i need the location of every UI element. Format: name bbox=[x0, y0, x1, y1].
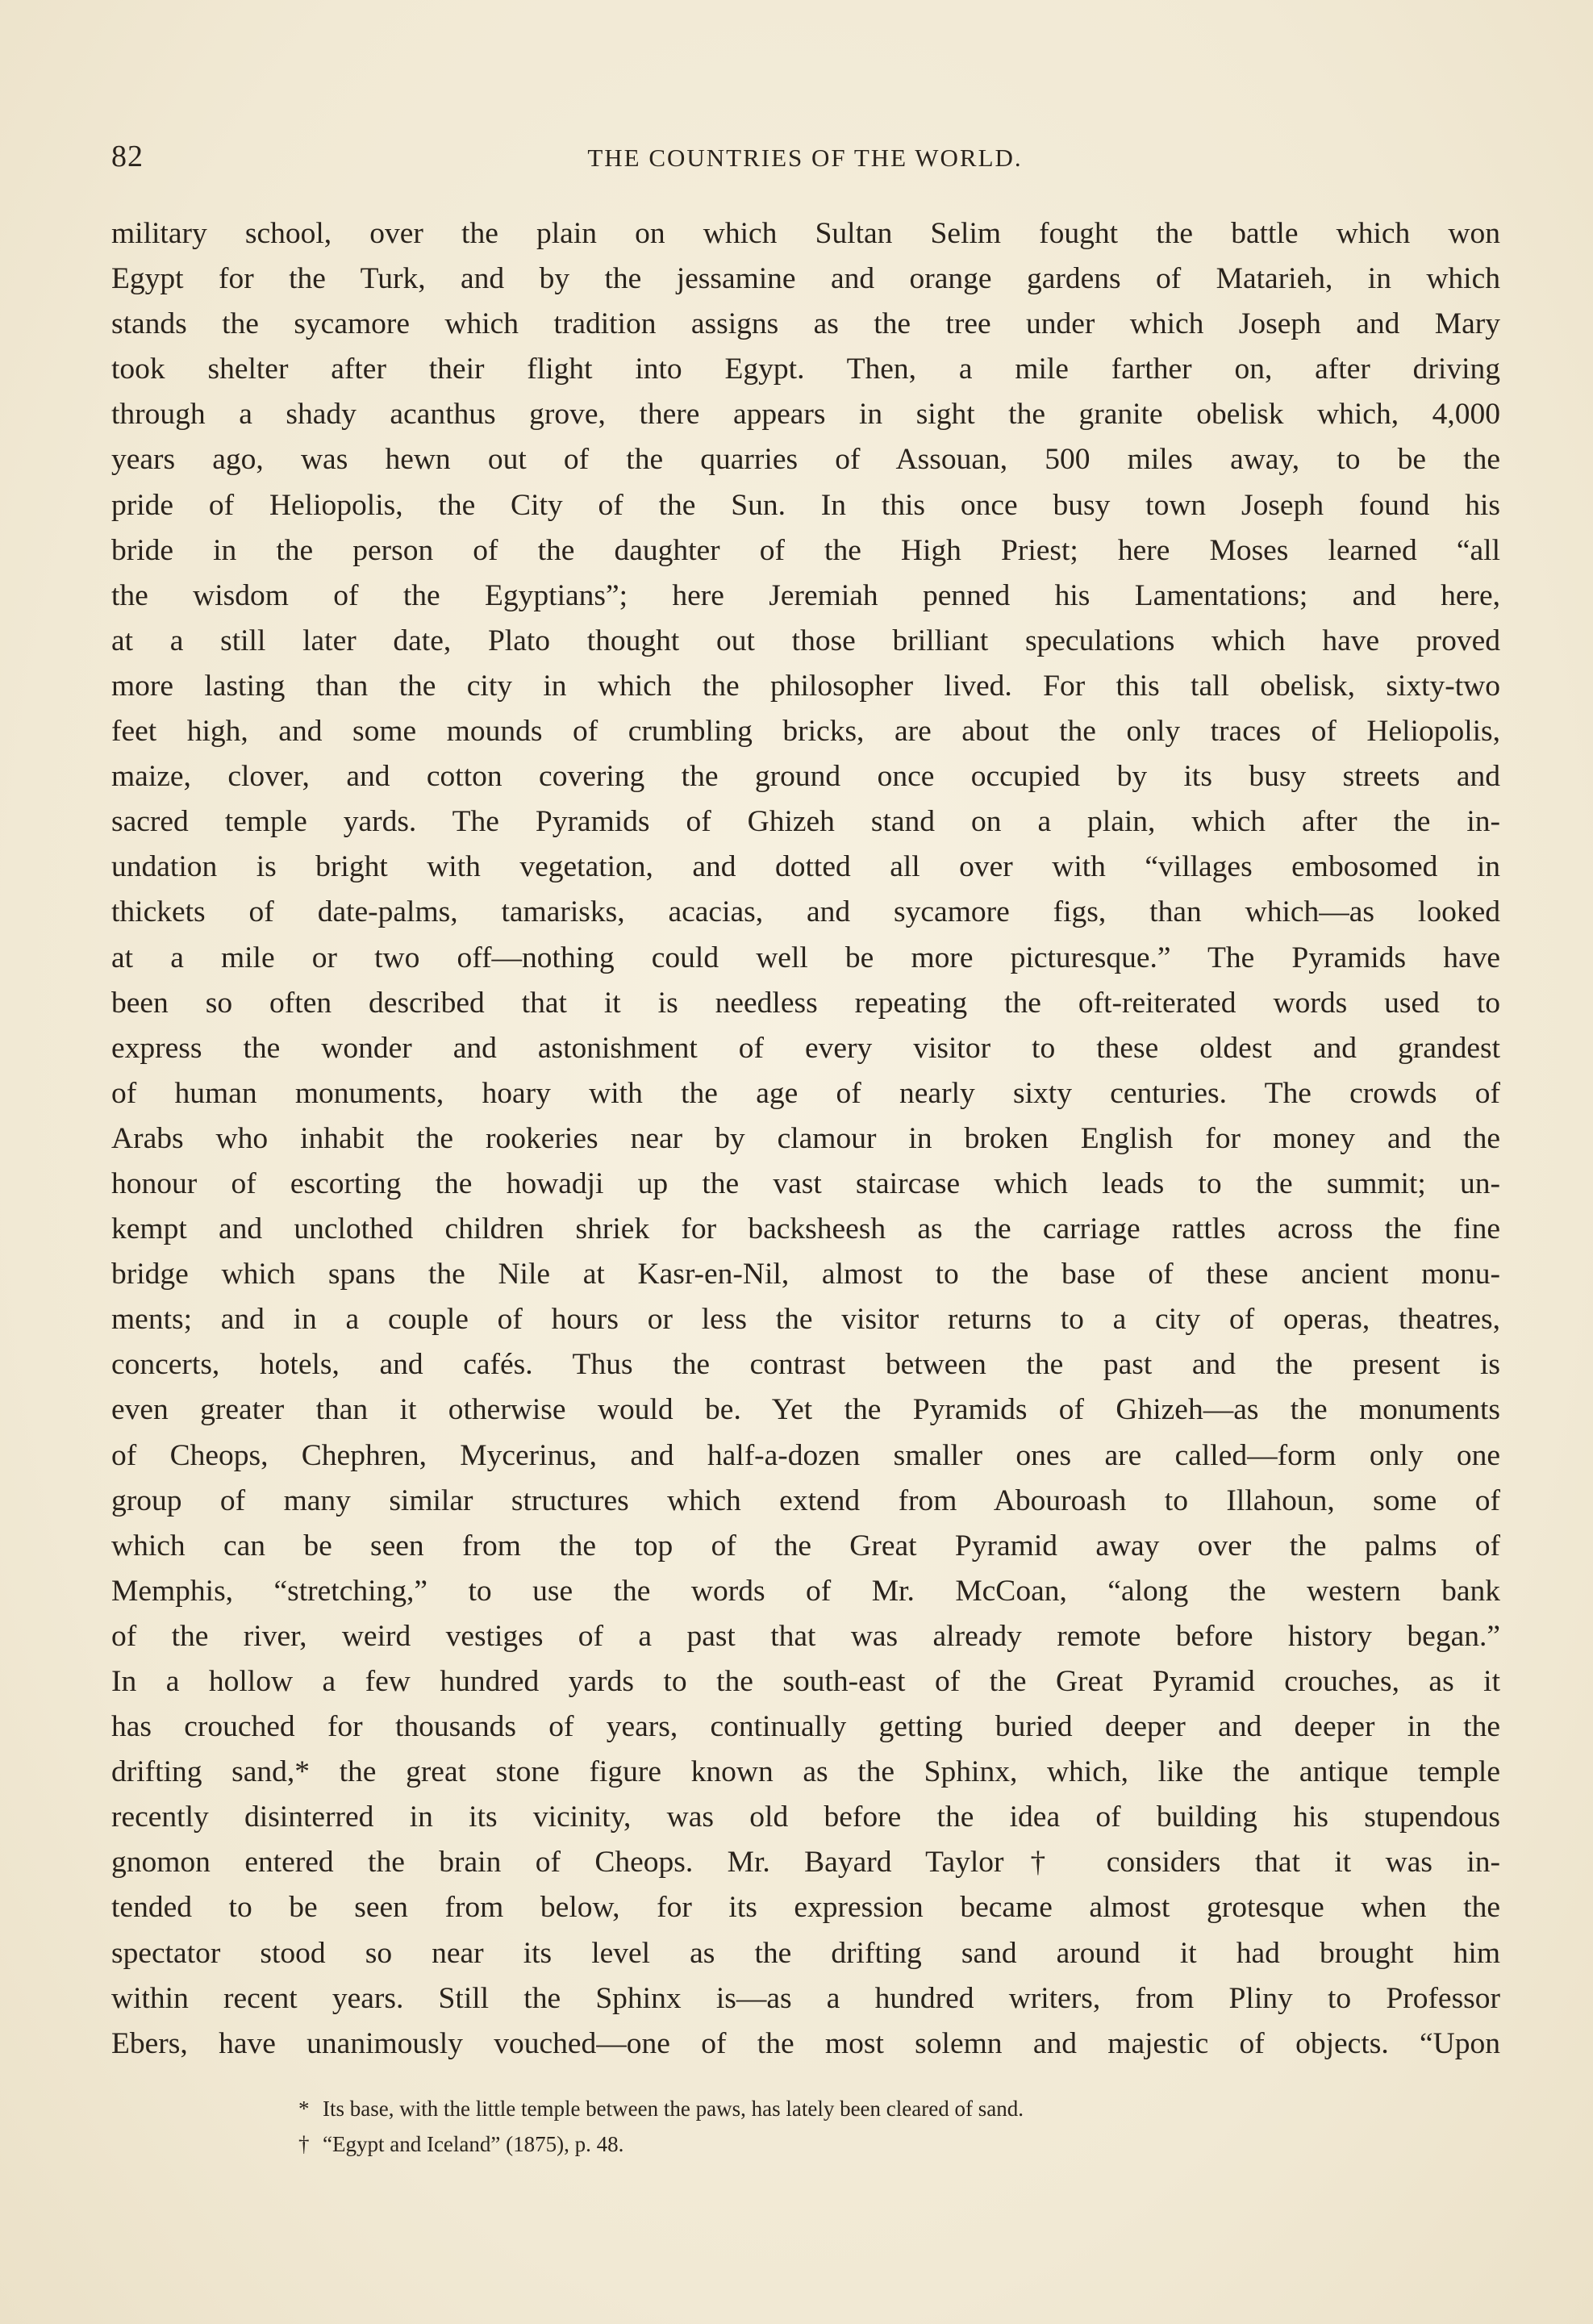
text-line: at a still later date, Plato thought out those brilliant speculations which have proved bbox=[111, 624, 1500, 657]
text-line: pride of Heliopolis, the City of the Sun. In this once busy town Joseph found his bbox=[111, 488, 1500, 522]
body-text bbox=[111, 211, 1500, 2092]
text-line: Egypt for the Turk, and by the jessamine and orange gardens of Matarieh, in which bbox=[111, 262, 1500, 296]
text-line: gnomon entered the brain of Cheops. Mr. Bayard Taylor† considers that it was in- bbox=[111, 1846, 1500, 1880]
text-line: years ago, was hewn out of the quarries of Assouan, 500 miles away, to be the bbox=[111, 443, 1500, 477]
text-line: feet high, and some mounds of crumbling bricks, are about the only traces of Heliopolis, bbox=[111, 715, 1500, 749]
text-line: ments; and in a couple of hours or less the visitor returns to a city of operas, theatres, bbox=[111, 1303, 1500, 1337]
page-header bbox=[111, 139, 1499, 187]
footnote-text: “Egypt and Iceland” (1875), p. 48. bbox=[323, 2132, 624, 2156]
text-line: took shelter after their flight into Egypt. Then, a mile farther on, after driving bbox=[111, 353, 1500, 386]
text-line: spectator stood so near its level as the drifting sand around it had brought him bbox=[111, 1936, 1500, 1970]
text-line: more lasting than the city in which the philosopher lived. For this tall obelisk, sixty-two bbox=[111, 669, 1500, 703]
footnote-mark: * bbox=[298, 2097, 310, 2121]
text-line: honour of escorting the howadji up the vast staircase which leads to the summit; un- bbox=[111, 1166, 1500, 1200]
text-line: bridge which spans the Nile at Kasr-en-Nil, almost to the base of these ancient monu- bbox=[111, 1258, 1500, 1291]
text-line: thickets of date-palms, tamarisks, acacias, and sycamore figs, than which—as looked bbox=[111, 895, 1500, 929]
text-line: even greater than it otherwise would be. Yet the Pyramids of Ghizeh—as the monuments bbox=[111, 1393, 1500, 1427]
footnote-text: Its base, with the little temple between the paws, has lately been cleared of sand. bbox=[323, 2097, 1024, 2121]
text-line: within recent years. Still the Sphinx is—as a hundred writers, from Pliny to Professor bbox=[111, 1981, 1500, 2015]
text-line: maize, clover, and cotton covering the ground once occupied by its busy streets and bbox=[111, 760, 1500, 794]
text-line: of the river, weird vestiges of a past that was already remote before history began.” bbox=[111, 1619, 1500, 1653]
running-title: THE COUNTRIES OF THE WORLD. bbox=[587, 144, 1023, 172]
text-line: undation is bright with vegetation, and dotted all over with “villages embosomed in bbox=[111, 850, 1500, 884]
text-line: the wisdom of the Egyptians”; here Jeremiah penned his Lamentations; and here, bbox=[111, 578, 1500, 612]
text-line: Memphis, “stretching,” to use the words of Mr. McCoan, “along the western bank bbox=[111, 1574, 1500, 1608]
page-number: 82 bbox=[111, 140, 144, 173]
text-line: kempt and unclothed children shriek for backsheesh as the carriage rattles across the fine bbox=[111, 1212, 1500, 1246]
text-line: Arabs who inhabit the rookeries near by clamour in broken English for money and the bbox=[111, 1121, 1500, 1155]
text-line: bride in the person of the daughter of the High Priest; here Moses learned “all bbox=[111, 533, 1500, 567]
footnote bbox=[298, 2091, 1347, 2126]
text-line: Ebers, have unanimously vouched—one of the most solemn and majestic of objects. “Upon bbox=[111, 2026, 1500, 2060]
footnote-mark: † bbox=[298, 2132, 310, 2156]
text-line: sacred temple yards. The Pyramids of Ghizeh stand on a plain, which after the in- bbox=[111, 805, 1500, 839]
text-line: In a hollow a few hundred yards to the south-east of the Great Pyramid crouches, as it bbox=[111, 1665, 1500, 1698]
text-line: has crouched for thousands of years, continually getting buried deeper and deeper in the bbox=[111, 1710, 1500, 1744]
text-line: tended to be seen from below, for its expression became almost grotesque when the bbox=[111, 1891, 1500, 1925]
text-line: recently disinterred in its vicinity, was old before the idea of building his stupendous bbox=[111, 1800, 1500, 1834]
text-line: drifting sand,* the great stone figure known as the Sphinx, which, like the antique temple bbox=[111, 1755, 1500, 1789]
text-line: military school, over the plain on which Sultan Selim fought the battle which won bbox=[111, 217, 1500, 250]
text-line: of human monuments, hoary with the age of nearly sixty centuries. The crowds of bbox=[111, 1076, 1500, 1110]
text-line: group of many similar structures which extend from Abouroash to Illahoun, some of bbox=[111, 1483, 1500, 1517]
text-line: through a shady acanthus grove, there appears in sight the granite obelisk which, 4,000 bbox=[111, 398, 1500, 432]
text-line: express the wonder and astonishment of every visitor to these oldest and grandest bbox=[111, 1031, 1500, 1065]
footnote bbox=[298, 2126, 1347, 2162]
text-line: stands the sycamore which tradition assigns as the tree under which Joseph and Mary bbox=[111, 307, 1500, 341]
text-line: been so often described that it is needless repeating the oft-reiterated words used to bbox=[111, 986, 1500, 1020]
text-line: of Cheops, Chephren, Mycerinus, and half-a-dozen smaller ones are called—form only one bbox=[111, 1438, 1500, 1472]
footnotes bbox=[298, 2091, 1347, 2162]
text-line: which can be seen from the top of the Great Pyramid away over the palms of bbox=[111, 1529, 1500, 1563]
text-line: at a mile or two off—nothing could well be more picturesque.” The Pyramids have bbox=[111, 941, 1500, 974]
text-line: concerts, hotels, and cafés. Thus the contrast between the past and the present is bbox=[111, 1348, 1500, 1382]
